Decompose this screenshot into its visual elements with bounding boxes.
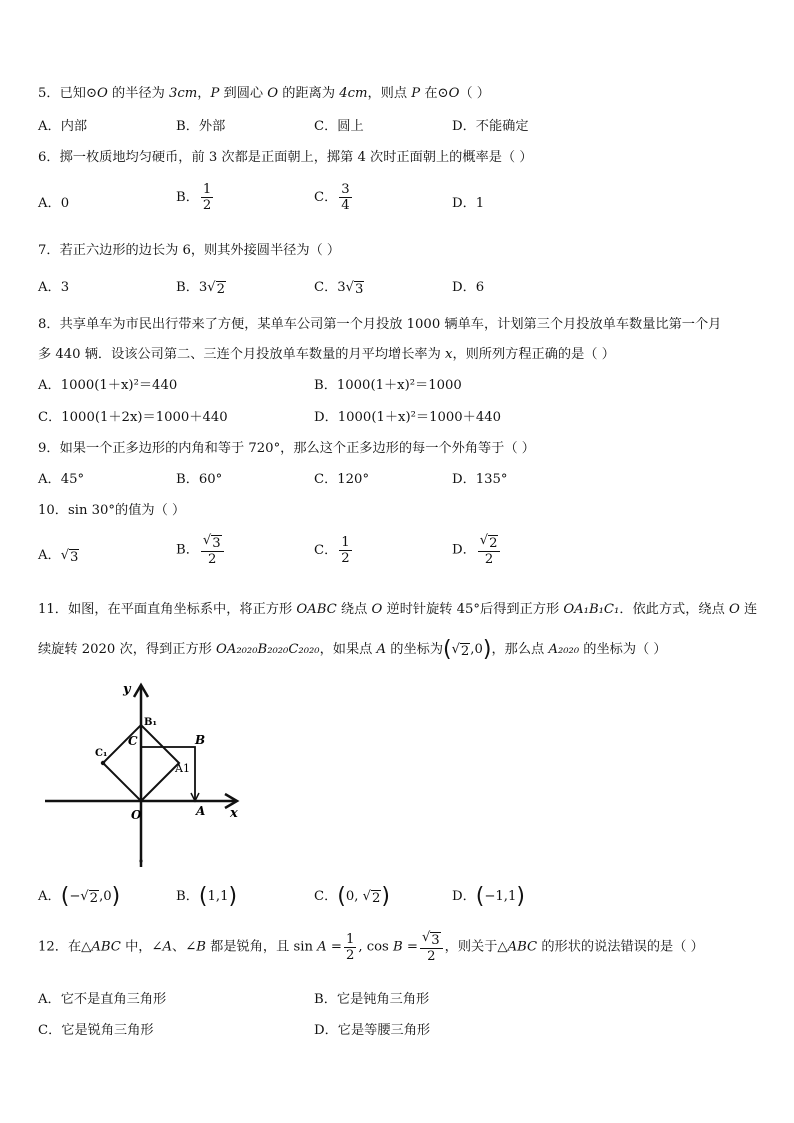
question-11-stem-line1: 11．如图，在平面直角坐标系中，将正方形 OABC 绕点 O 逆时针旋转 45°后得到正方形 OA₁B₁C₁．依此方式，绕点 O 连 [38,602,758,617]
q5-text: ， [197,86,211,101]
q9-option-b: B．60° [176,472,223,487]
q5-text: 到圆心 [219,86,268,101]
q6-option-b: B． $\frac{1}{2}$ [176,182,212,214]
q12-option-c: C．它是锐角三角形 [38,1023,154,1038]
q9-option-c: C．120° [314,472,370,487]
q5-value: 3cm [168,86,198,101]
label-x: x [230,806,238,821]
question-8-stem-line1: 8．共享单车为市民出行带来了方便，某单车公司第一个月投放 1000 辆单车，计划第三个月投放单车数量比第一个月 [38,317,722,332]
q5-text: （ ） [459,86,490,101]
q7-option-d: D．6 [452,280,485,295]
q5-text: 的距离为 [278,86,340,101]
q5-text: 的半径为 [107,86,169,101]
fraction: $\frac{3}{4}$ [341,182,350,214]
q8-option-b: B．1000(1＋x)²＝1000 [314,378,462,393]
question-12-stem: 12．在△ABC 中，∠A、∠B 都是锐角，且 sin A = $\frac{1}{2}$ , cos B = √ 3 2 ，则关于△ABC 的形状的说法错误的是（ ） [38,930,704,965]
label-O: O [131,808,142,822]
q5-var: O [448,86,460,101]
question-8-stem-line2: 多 440 辆．设该公司第二、三连个月投放单车数量的月平均增长率为 x，则所列方程正确的是（ ） [38,347,615,362]
q6-option-d: D．1 [452,196,485,211]
q10-option-b: B． √ 3 2 [176,533,226,567]
label-A1: A1 [175,762,190,775]
q5-text: ，则点 [367,86,412,101]
q9-option-a: A．45° [38,472,85,487]
q5-text: 在⊙ [420,86,449,101]
q11-figure [40,675,250,875]
q12-option-b: B．它是钝角三角形 [314,992,430,1007]
q5-value: 4cm [339,86,368,101]
q5-option-a: A．内部 [38,119,88,134]
q7-option-a: A．3 [38,280,70,295]
q7-option-b: B．3 √ 2 [176,280,225,297]
q11-option-d: D．(−1,1) [452,884,525,909]
question-7-stem: 7．若正六边形的边长为 6，则其外接圆半径为（ ） [38,243,341,258]
q12-option-a: A．它不是直角三角形 [38,992,167,1007]
fraction: $\frac{1}{2}$ [345,931,355,963]
q12-option-d: D．它是等腰三角形 [314,1023,431,1038]
q6-option-a: A．0 [38,196,70,211]
q11-option-c: C．(0, √ 2 ) [314,884,390,909]
label-B: B [195,733,206,747]
q5-option-d: D．不能确定 [452,119,529,134]
q5-var: P [411,86,421,101]
q10-option-d: D． √ 2 2 [452,533,502,567]
label-C1: C₁ [95,748,108,759]
q11-option-a: A．(− √ 2 ,0) [38,884,121,909]
fraction: √ 2 2 [478,533,501,567]
q5-var: O [267,86,279,101]
sqrt: √ 3 [60,548,79,565]
fraction: $\frac{1}{2}$ [341,535,350,567]
q6-option-c: C． $\frac{3}{4}$ [314,182,350,214]
q8-option-c: C．1000(1＋2x)＝1000＋440 [38,410,228,425]
fraction: $\frac{1}{2}$ [202,182,212,214]
q5-var: O [97,86,108,101]
q8-option-d: D．1000(1＋x)²＝1000＋440 [314,410,502,425]
fraction: √ 3 2 [420,930,443,964]
fraction: √ 3 2 [201,533,224,567]
q11-option-b: B．(1,1) [176,884,238,909]
label-B1: B₁ [144,717,157,728]
q5-text: 5．已知⊙ [38,86,98,101]
question-5-stem [38,82,490,101]
q5-option-b: B．外部 [176,119,226,134]
label-C: C [128,734,138,748]
q10-option-a: A． √ 3 [38,548,79,565]
question-11-stem-line2: 续旋转 2020 次，得到正方形 OA₂₀₂₀B₂₀₂₀C₂₀₂₀，如果点 A 的坐标为( √ 2 ,0)，那么点 A₂₀₂₀ 的坐标为（ ） [38,637,667,662]
question-6-stem: 6．掷一枚质地均匀硬币，前 3 次都是正面朝上，掷第 4 次时正面朝上的概率是（ ） [38,150,533,165]
question-9-stem: 9．如果一个正多边形的内角和等于 720°，那么这个正多边形的每一个外角等于（ ） [38,441,535,456]
q8-option-a: A．1000(1＋x)²＝440 [38,378,178,393]
q9-option-d: D．135° [452,472,508,487]
q5-var: P [210,86,220,101]
q7-option-c: C．3 √ 3 [314,280,364,297]
sqrt: √ 2 [207,280,225,297]
q10-option-c: C． $\frac{1}{2}$ [314,535,350,567]
question-10-stem: 10．sin 30°的值为（ ） [38,503,186,518]
sqrt: √ 3 [345,280,364,297]
q5-option-c: C．圆上 [314,119,364,134]
label-y: y [123,682,131,697]
label-A: A [196,804,206,818]
